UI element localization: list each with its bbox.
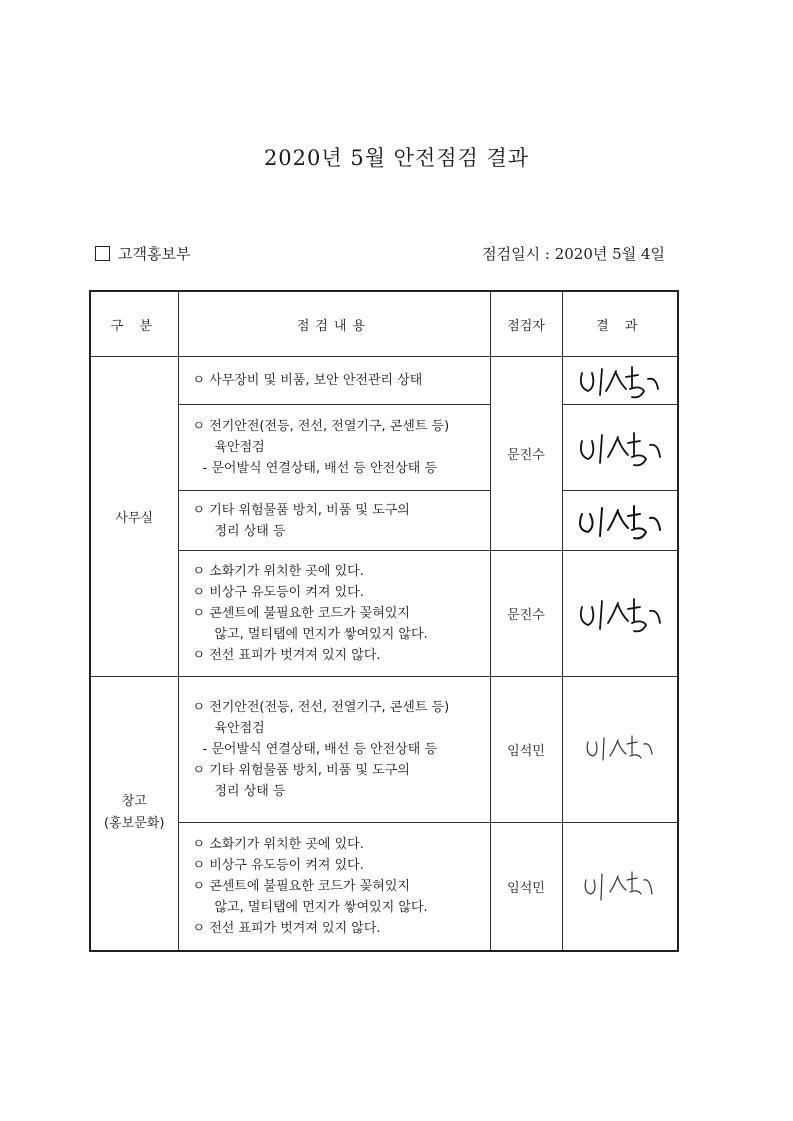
content-cell bbox=[178, 491, 490, 551]
signature-image bbox=[570, 500, 670, 542]
signature-cell bbox=[562, 405, 678, 491]
content-line: ㅇ 전선 표피가 벗겨져 있지 않다. bbox=[192, 648, 381, 663]
department-checkbox[interactable] bbox=[95, 246, 110, 261]
category-office: 사무실 bbox=[90, 357, 178, 677]
content-cell bbox=[178, 357, 490, 405]
signature-cell bbox=[562, 677, 678, 823]
inspection-table bbox=[89, 290, 679, 952]
table-header-row bbox=[90, 291, 678, 357]
content-cell bbox=[178, 823, 490, 951]
content-line: ㅇ 소화기가 위치한 곳에 있다. bbox=[192, 564, 364, 579]
signature-image bbox=[580, 730, 660, 770]
content-line: ㅇ 전기안전(전등, 전선, 전열기구, 콘센트 등) bbox=[192, 700, 450, 715]
content-line: - 문어발식 연결상태, 배선 등 안전상태 등 bbox=[202, 461, 438, 476]
signature-image bbox=[572, 425, 668, 471]
signature-cell bbox=[562, 357, 678, 405]
content-cell bbox=[178, 405, 490, 491]
document-title: 2020년 5월 안전점검 결과 bbox=[263, 146, 530, 170]
content-line: ㅇ 기타 위험물품 방치, 비품 및 도구의 bbox=[192, 502, 410, 518]
content-line: 정리 상태 등 bbox=[214, 784, 286, 799]
content-line: - 문어발식 연결상태, 배선 등 안전상태 등 bbox=[202, 742, 438, 757]
content-line: ㅇ 사무장비 및 비품, 보안 안전관리 상태 bbox=[192, 373, 423, 388]
content-line: ㅇ 전선 표피가 벗겨져 있지 않다. bbox=[192, 920, 381, 936]
table-row bbox=[90, 491, 678, 551]
signature-cell bbox=[562, 551, 678, 677]
signature-image bbox=[578, 864, 662, 908]
content-line: ㅇ 비상구 유도등이 켜져 있다. bbox=[192, 585, 364, 600]
header-category: 구 분 bbox=[90, 291, 178, 357]
signature-cell bbox=[562, 823, 678, 951]
inspection-date: 점검일시 : 2020년 5월 4일 bbox=[482, 245, 665, 263]
department-label bbox=[95, 243, 190, 264]
table-row bbox=[90, 551, 678, 677]
inspector-cell: 문진수 bbox=[490, 357, 562, 551]
content-line: ㅇ 소화기가 위치한 곳에 있다. bbox=[192, 836, 364, 852]
content-cell bbox=[178, 551, 490, 677]
content-cell bbox=[178, 677, 490, 823]
inspector-cell: 임석민 bbox=[490, 823, 562, 951]
header-content: 점검내용 bbox=[178, 291, 490, 357]
content-line: 정리 상태 등 bbox=[214, 523, 286, 539]
table-row bbox=[90, 405, 678, 491]
inspector-cell: 문진수 bbox=[490, 551, 562, 677]
table-row bbox=[90, 823, 678, 951]
content-line: ㅇ 전기안전(전등, 전선, 전열기구, 콘센트 등) bbox=[192, 419, 450, 434]
department-name: 고객홍보부 bbox=[118, 245, 191, 263]
content-line: ㅇ 콘센트에 불필요한 코드가 꽂혀있지 bbox=[192, 878, 410, 894]
content-line: 않고, 멀티탭에 먼지가 쌓여있지 않다. bbox=[214, 899, 428, 915]
inspector-cell: 임석민 bbox=[490, 677, 562, 823]
table-row bbox=[90, 357, 678, 405]
content-line: 않고, 멀티탭에 먼지가 쌓여있지 않다. bbox=[214, 627, 428, 642]
content-line: ㅇ 콘센트에 불필요한 코드가 꽂혀있지 bbox=[192, 606, 410, 621]
category-storage: 창고 (홍보문화) bbox=[90, 677, 178, 951]
header-inspector: 점검자 bbox=[490, 291, 562, 357]
content-line: ㅇ 기타 위험물품 방치, 비품 및 도구의 bbox=[192, 763, 410, 778]
content-line: 육안점검 bbox=[214, 721, 265, 736]
header-result: 결 과 bbox=[562, 291, 678, 357]
signature-image bbox=[572, 361, 668, 401]
content-line: 육안점검 bbox=[214, 440, 265, 455]
signature-image bbox=[572, 591, 668, 637]
signature-cell bbox=[562, 491, 678, 551]
table-row bbox=[90, 677, 678, 823]
content-line: ㅇ 비상구 유도등이 켜져 있다. bbox=[192, 857, 364, 873]
